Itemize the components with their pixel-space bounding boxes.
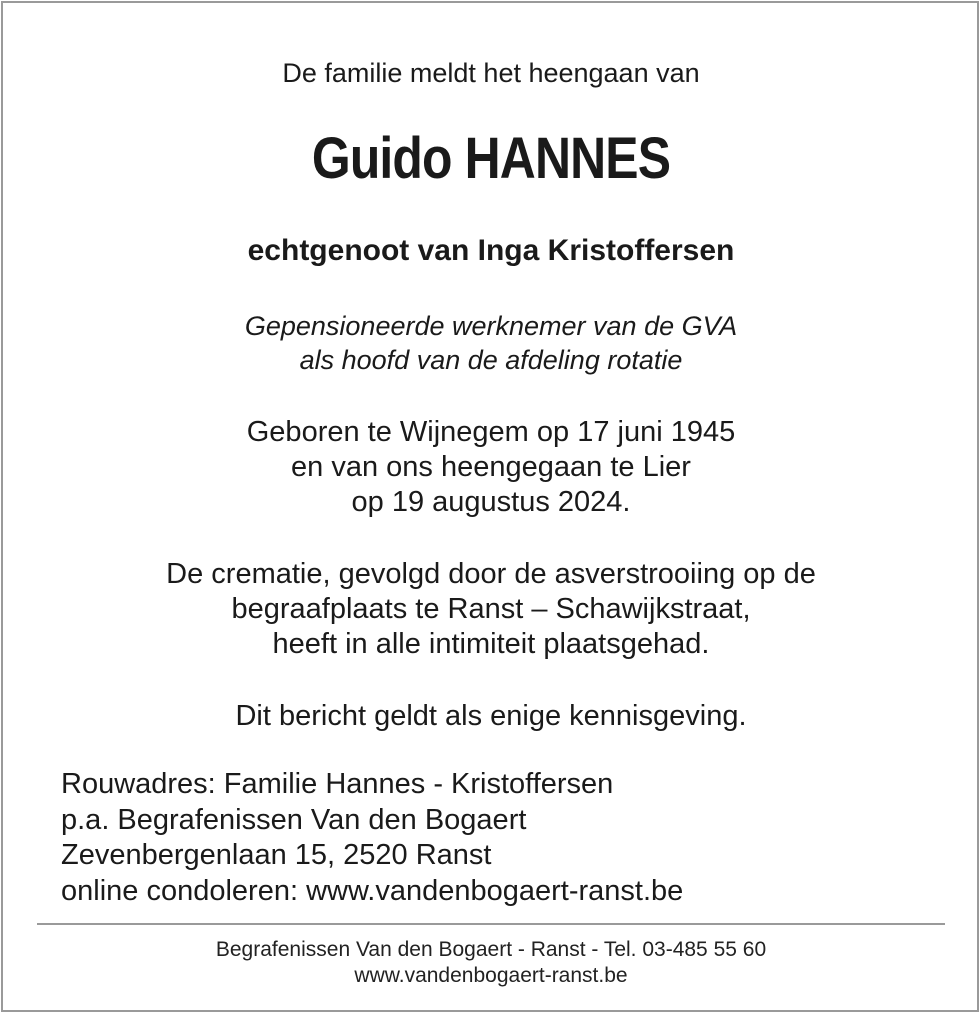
occupation-block	[3, 309, 979, 377]
footer-website[interactable]: www.vandenbogaert-ranst.be	[354, 964, 628, 987]
footer	[3, 937, 979, 989]
cremation-line: De crematie, gevolgd door de asverstrooiing op de	[166, 558, 816, 590]
footer-divider	[37, 923, 945, 925]
address-line: Zevenbergenlaan 15, 2520 Ranst	[61, 839, 492, 871]
address-line: p.a. Begrafenissen Van den Bogaert	[61, 803, 527, 836]
birth-death-line: Geboren te Wijnegem op 17 juni 1945	[246, 416, 736, 448]
birth-death-block	[3, 415, 979, 520]
cremation-line: heeft in alle intimiteit plaatsgehad.	[272, 628, 710, 660]
occupation-line: als hoofd van de afdeling rotatie	[299, 345, 683, 375]
footer-contact: Begrafenissen Van den Bogaert - Ranst - Tel. 03-485 55 60	[215, 938, 767, 961]
occupation-line: Gepensioneerde werknemer van de GVA	[244, 311, 738, 341]
cremation-line: begraafplaats te Ranst – Schawijkstraat,	[231, 593, 751, 625]
cremation-block	[3, 557, 979, 662]
deceased-name: Guido HANNES	[311, 126, 671, 191]
birth-death-line: en van ons heengegaan te Lier	[291, 451, 691, 483]
condolence-link[interactable]: online condoleren: www.vandenbogaert-ranst.be	[61, 874, 684, 907]
obituary-notice	[1, 1, 979, 1012]
spouse-line: echtgenoot van Inga Kristoffersen	[247, 234, 735, 267]
announcement-text: Dit bericht geldt als enige kennisgeving.	[235, 700, 747, 732]
birth-death-line: op 19 augustus 2024.	[351, 486, 631, 518]
intro-text: De familie meldt het heengaan van	[282, 58, 700, 88]
mourning-address	[61, 767, 683, 909]
address-line: Rouwadres: Familie Hannes - Kristoffersen	[61, 768, 614, 800]
